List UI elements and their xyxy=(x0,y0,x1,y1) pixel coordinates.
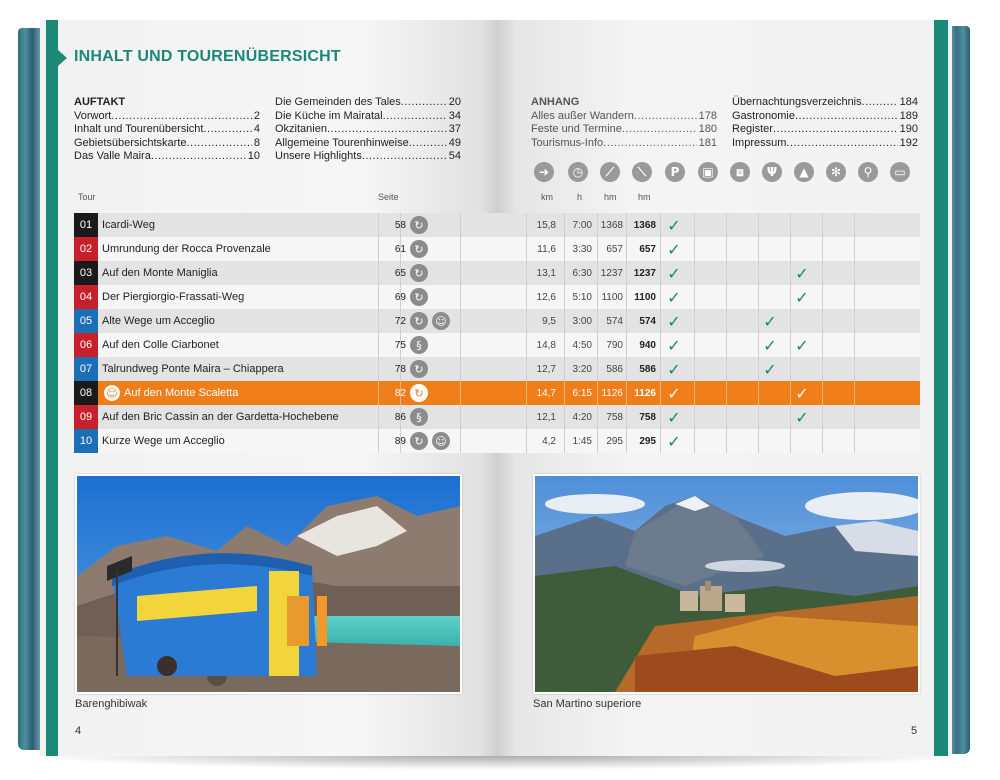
tour-page: 69 xyxy=(394,291,406,303)
toc-entry-page: 184 xyxy=(899,96,918,108)
column-divider xyxy=(726,213,727,237)
toc-entry[interactable] xyxy=(275,150,461,164)
tour-down: 758 xyxy=(639,411,656,423)
toc-entry-label: Allgemeine Tourenhinweise xyxy=(275,136,409,149)
toc-entry[interactable] xyxy=(531,110,717,124)
tour-h: 7:00 xyxy=(572,219,592,231)
tour-up: 657 xyxy=(606,243,623,255)
book-cover-edge-left xyxy=(18,28,42,750)
column-divider xyxy=(460,237,461,261)
tour-name: Auf den Bric Cassin an der Gardetta-Hochebene xyxy=(102,411,339,423)
tour-h: 6:30 xyxy=(572,267,592,279)
tour-page: 72 xyxy=(394,315,406,327)
toc-entry-page: 49 xyxy=(448,136,461,149)
column-divider xyxy=(460,381,461,405)
tour-h: 3:30 xyxy=(572,243,592,255)
loop-icon: ↻ xyxy=(410,432,428,450)
toc-entry[interactable] xyxy=(732,123,918,137)
photo-caption-left: Barenghibiwak xyxy=(75,698,148,710)
column-divider xyxy=(758,213,759,237)
column-divider xyxy=(460,405,461,429)
tour-name: Auf den Colle Ciarbonet xyxy=(102,339,219,351)
tour-km: 4,2 xyxy=(542,435,556,447)
san-martino-image xyxy=(535,476,918,692)
table-row[interactable] xyxy=(74,333,920,357)
column-divider xyxy=(822,429,823,453)
check-icon: ✓ xyxy=(667,407,681,427)
tour-km: 11,6 xyxy=(537,243,556,255)
tour-name: Alte Wege um Acceglio xyxy=(102,315,215,327)
loop-icon: ↻ xyxy=(410,264,428,282)
tour-h: 4:20 xyxy=(572,411,592,423)
column-divider xyxy=(854,261,855,285)
toc-leader-dots xyxy=(151,150,246,164)
traverse-icon: § xyxy=(410,408,428,426)
column-divider xyxy=(460,309,461,333)
tour-number: 07 xyxy=(74,357,98,381)
barenghibiwak-image xyxy=(77,476,460,692)
tour-page: 75 xyxy=(394,339,406,351)
column-divider xyxy=(726,309,727,333)
tour-down: 1100 xyxy=(634,291,656,303)
camper-icon: ▭ xyxy=(890,162,910,182)
tour-page: 61 xyxy=(394,243,406,255)
tour-number: 08 xyxy=(74,381,98,405)
tour-name: Auf den Monte Maniglia xyxy=(102,267,218,279)
left-accent-bar xyxy=(46,20,58,756)
tour-km: 12,7 xyxy=(536,363,556,375)
toc-entry[interactable] xyxy=(732,96,918,110)
check-icon: ✓ xyxy=(795,335,809,355)
table-row[interactable] xyxy=(74,261,920,285)
toc-entry-page: 189 xyxy=(899,109,918,122)
toc-entry-page: 190 xyxy=(899,123,918,135)
column-divider xyxy=(694,213,695,237)
tour-number: 09 xyxy=(74,405,98,429)
tour-up: 758 xyxy=(606,411,623,423)
tour-page: 82 xyxy=(394,387,406,399)
toc-leader-dots xyxy=(862,96,898,110)
column-divider xyxy=(822,357,823,381)
parking-icon: P xyxy=(665,162,685,182)
descent-icon: ⟍ xyxy=(632,162,652,182)
column-divider xyxy=(460,261,461,285)
table-row[interactable] xyxy=(74,381,920,405)
bike-icon: ⚲ xyxy=(858,162,878,182)
tour-name: Talrundweg Ponte Maira – Chiappera xyxy=(102,363,284,375)
column-divider xyxy=(726,429,727,453)
column-divider xyxy=(854,285,855,309)
tour-number: 03 xyxy=(74,261,98,285)
photo-barenghibiwak xyxy=(75,474,462,694)
toc-entry-label: Die Küche im Mairatal xyxy=(275,109,383,122)
table-row[interactable] xyxy=(74,309,920,333)
tour-page: 65 xyxy=(394,267,406,279)
toc-entry-page: 2 xyxy=(253,109,260,122)
column-divider xyxy=(726,381,727,405)
toc-leader-dots xyxy=(203,123,251,137)
toc-entry-page: 181 xyxy=(698,136,717,149)
check-icon: ✓ xyxy=(795,287,809,307)
column-divider xyxy=(758,405,759,429)
tour-down: 574 xyxy=(639,315,656,327)
toc-auftakt-col2 xyxy=(275,96,461,164)
column-divider xyxy=(460,357,461,381)
check-icon: ✓ xyxy=(763,311,777,331)
toc-entry-label: Impressum xyxy=(732,136,787,149)
column-divider xyxy=(758,429,759,453)
toc-entry[interactable] xyxy=(732,110,918,124)
column-divider xyxy=(822,405,823,429)
toc-entry-label: Die Gemeinden des Tales xyxy=(275,96,401,108)
tour-name: Der Piergiorgio-Frassati-Weg xyxy=(102,291,245,303)
toc-entry[interactable] xyxy=(531,123,717,137)
column-divider xyxy=(694,237,695,261)
toc-entry[interactable] xyxy=(531,137,717,151)
toc-entry-label: Inhalt und Tourenübersicht xyxy=(74,123,204,135)
table-row[interactable] xyxy=(74,213,920,237)
column-divider xyxy=(854,213,855,237)
table-row[interactable] xyxy=(74,429,920,453)
check-icon: ✓ xyxy=(667,383,681,403)
column-header-seite: Seite xyxy=(378,192,399,202)
toc-entry[interactable] xyxy=(275,123,461,137)
toc-entry[interactable] xyxy=(275,96,461,110)
toc-entry-page: 178 xyxy=(698,109,717,122)
toc-entry-label: Übernachtungsverzeichnis xyxy=(732,96,862,108)
winter-icon: ✻ xyxy=(826,162,846,182)
toc-entry-page: 180 xyxy=(698,123,717,135)
column-divider xyxy=(790,357,791,381)
toc-auftakt-col1 xyxy=(74,96,260,164)
check-icon: ✓ xyxy=(795,383,809,403)
toc-entry-page: 192 xyxy=(899,136,918,149)
column-divider xyxy=(854,309,855,333)
tour-down: 295 xyxy=(639,435,656,447)
unit-label: hm xyxy=(638,192,651,202)
column-divider xyxy=(854,381,855,405)
toc-anhang-col1 xyxy=(531,96,717,150)
restaurant-icon: Ψ xyxy=(762,162,782,182)
title-arrow-icon xyxy=(58,50,67,66)
toc-leader-dots xyxy=(111,110,252,124)
toc-leader-dots xyxy=(409,137,447,151)
tour-km: 14,8 xyxy=(536,339,556,351)
tour-up: 1126 xyxy=(601,387,623,399)
column-divider xyxy=(790,237,791,261)
column-divider xyxy=(726,285,727,309)
column-divider xyxy=(854,405,855,429)
tour-down: 657 xyxy=(639,243,656,255)
toc-leader-dots xyxy=(327,123,447,137)
check-icon: ✓ xyxy=(763,335,777,355)
toc-leader-dots xyxy=(362,150,447,164)
toc-entry-label: Gastronomie xyxy=(732,109,795,122)
toc-entry-label: Vorwort xyxy=(74,109,112,122)
column-header-tour: Tour xyxy=(78,192,96,202)
loop-icon: ↻ xyxy=(410,216,428,234)
tour-up: 295 xyxy=(606,435,623,447)
tour-number: 04 xyxy=(74,285,98,309)
family-icon: ☺ xyxy=(432,432,450,450)
toc-entry[interactable] xyxy=(275,137,461,151)
check-icon: ✓ xyxy=(667,359,681,379)
toc-entry[interactable] xyxy=(74,110,260,124)
check-icon: ✓ xyxy=(795,407,809,427)
column-divider xyxy=(726,357,727,381)
tour-page: 78 xyxy=(394,363,406,375)
family-icon: ☺ xyxy=(432,312,450,330)
toc-leader-dots xyxy=(773,123,898,137)
tour-km: 12,6 xyxy=(536,291,556,303)
tour-h: 5:10 xyxy=(572,291,592,303)
check-icon: ✓ xyxy=(667,335,681,355)
toc-entry[interactable] xyxy=(74,137,260,151)
column-divider xyxy=(790,213,791,237)
toc-entry-label: Okzitanien xyxy=(275,123,327,135)
tour-km: 15,8 xyxy=(536,219,556,231)
page-title: INHALT UND TOURENÜBERSICHT xyxy=(74,48,341,65)
loop-icon: ↻ xyxy=(410,288,428,306)
column-divider xyxy=(694,381,695,405)
toc-entry[interactable] xyxy=(74,123,260,137)
column-divider xyxy=(854,237,855,261)
check-icon: ✓ xyxy=(795,263,809,283)
column-divider xyxy=(758,261,759,285)
tour-down: 1237 xyxy=(633,267,656,279)
column-divider xyxy=(822,213,823,237)
toc-entry-page: 8 xyxy=(253,136,260,149)
column-divider xyxy=(694,333,695,357)
tour-page: 58 xyxy=(394,219,406,231)
toc-leader-dots xyxy=(603,137,697,151)
check-icon: ✓ xyxy=(667,239,681,259)
toc-entry-label: Register xyxy=(732,123,773,135)
unit-label: hm xyxy=(604,192,617,202)
toc-leader-dots xyxy=(634,110,697,124)
loop-icon: ↻ xyxy=(410,360,428,378)
column-divider xyxy=(694,405,695,429)
toc-heading-anhang: ANHANG xyxy=(531,96,580,108)
tour-km: 14,7 xyxy=(536,387,556,399)
tour-name: Auf den Monte Scaletta xyxy=(124,387,239,399)
toc-leader-dots xyxy=(187,137,252,151)
tour-h: 3:20 xyxy=(572,363,592,375)
column-divider xyxy=(694,357,695,381)
column-divider xyxy=(822,381,823,405)
toc-entry-label: Feste und Termine xyxy=(531,123,622,135)
header-icons xyxy=(534,162,924,186)
column-divider xyxy=(758,285,759,309)
route-icon: ➜ xyxy=(534,162,554,182)
tour-up: 790 xyxy=(606,339,623,351)
photo-san-martino xyxy=(533,474,920,694)
cablecar-icon: ⧈ xyxy=(730,162,750,182)
tour-km: 13,1 xyxy=(536,267,556,279)
column-divider xyxy=(460,213,461,237)
tour-up: 1100 xyxy=(601,291,623,303)
toc-entry-label: Unsere Highlights xyxy=(275,150,362,162)
tour-up: 586 xyxy=(606,363,623,375)
check-icon: ✓ xyxy=(667,287,681,307)
page-number-right: 5 xyxy=(911,725,918,737)
tour-up: 1237 xyxy=(600,267,623,279)
tour-h: 3:00 xyxy=(572,315,592,327)
tour-km: 12,1 xyxy=(536,411,556,423)
loop-icon: ↻ xyxy=(410,384,428,402)
toc-leader-dots xyxy=(383,110,447,124)
column-divider xyxy=(460,429,461,453)
tour-down: 586 xyxy=(639,363,656,375)
column-divider xyxy=(822,285,823,309)
column-divider xyxy=(822,261,823,285)
unit-label: km xyxy=(541,192,553,202)
toc-entry-label: Das Valle Maira xyxy=(74,150,151,162)
toc-entry[interactable] xyxy=(732,137,918,151)
loop-icon: ↻ xyxy=(410,312,428,330)
column-divider xyxy=(726,333,727,357)
tour-h: 1:45 xyxy=(572,435,592,447)
column-divider xyxy=(822,237,823,261)
tour-name: Kurze Wege um Acceglio xyxy=(102,435,225,447)
tour-number: 05 xyxy=(74,309,98,333)
toc-entry[interactable] xyxy=(275,110,461,124)
toc-entry-page: 4 xyxy=(253,123,260,135)
toc-entry-label: Alles außer Wandern xyxy=(531,109,634,122)
toc-entry-page: 20 xyxy=(448,96,461,108)
column-divider xyxy=(694,309,695,333)
toc-entry-page: 34 xyxy=(448,109,461,122)
table-row[interactable] xyxy=(74,405,920,429)
column-divider xyxy=(460,285,461,309)
tour-down: 1126 xyxy=(634,387,656,399)
tour-up: 1368 xyxy=(600,219,623,231)
toc-entry-label: Gebietsübersichtskarte xyxy=(74,136,187,149)
column-divider xyxy=(790,429,791,453)
toc-leader-dots xyxy=(401,96,447,110)
unit-label: h xyxy=(577,192,583,202)
column-divider xyxy=(854,429,855,453)
bus-icon: ▣ xyxy=(698,162,718,182)
tour-down: 940 xyxy=(639,339,656,351)
column-divider xyxy=(694,285,695,309)
check-icon: ✓ xyxy=(763,359,777,379)
tour-number: 06 xyxy=(74,333,98,357)
ascent-icon: ⟋ xyxy=(600,162,620,182)
column-divider xyxy=(726,405,727,429)
tour-h: 4:50 xyxy=(572,339,592,351)
check-icon: ✓ xyxy=(667,431,681,451)
tour-page: 89 xyxy=(394,435,406,447)
traverse-icon: § xyxy=(410,336,428,354)
tour-h: 6:15 xyxy=(572,387,592,399)
toc-entry-page: 10 xyxy=(247,150,260,162)
check-icon: ✓ xyxy=(667,311,681,331)
toc-leader-dots xyxy=(622,123,697,137)
column-divider xyxy=(758,237,759,261)
tour-number: 01 xyxy=(74,213,98,237)
table-row[interactable] xyxy=(74,237,920,261)
column-divider xyxy=(822,333,823,357)
tour-down: 1368 xyxy=(633,219,656,231)
loop-icon: ↻ xyxy=(410,240,428,258)
column-divider xyxy=(726,237,727,261)
column-divider xyxy=(694,429,695,453)
toc-anhang-col2 xyxy=(732,96,918,150)
photo-caption-right: San Martino superiore xyxy=(533,698,642,710)
hut-icon: ▲ xyxy=(794,162,814,182)
column-divider xyxy=(694,261,695,285)
tour-up: 574 xyxy=(606,315,623,327)
page-number-left: 4 xyxy=(75,725,82,737)
highlight-icon: ☺ xyxy=(104,385,120,401)
tour-page: 86 xyxy=(394,411,406,423)
table-row[interactable] xyxy=(74,357,920,381)
tour-km: 9,5 xyxy=(542,315,556,327)
tour-name: Icardi-Weg xyxy=(102,219,155,231)
check-icon: ✓ xyxy=(667,263,681,283)
toc-leader-dots xyxy=(795,110,898,124)
toc-entry-page: 54 xyxy=(448,150,461,162)
column-divider xyxy=(854,357,855,381)
column-divider xyxy=(726,261,727,285)
column-divider xyxy=(460,333,461,357)
column-divider xyxy=(822,309,823,333)
toc-leader-dots xyxy=(786,137,897,151)
toc-entry[interactable] xyxy=(74,150,260,164)
toc-entry-page: 37 xyxy=(448,123,461,135)
clock-icon: ◷ xyxy=(568,162,588,182)
column-divider xyxy=(758,381,759,405)
tour-number: 10 xyxy=(74,429,98,453)
toc-heading-auftakt: AUFTAKT xyxy=(74,96,126,108)
column-divider xyxy=(854,333,855,357)
table-row[interactable] xyxy=(74,285,920,309)
check-icon: ✓ xyxy=(667,215,681,235)
tour-name: Umrundung der Rocca Provenzale xyxy=(102,243,271,255)
right-accent-bar xyxy=(934,20,948,756)
column-divider xyxy=(790,309,791,333)
tour-number: 02 xyxy=(74,237,98,261)
toc-entry-label: Tourismus-Info xyxy=(531,136,604,149)
